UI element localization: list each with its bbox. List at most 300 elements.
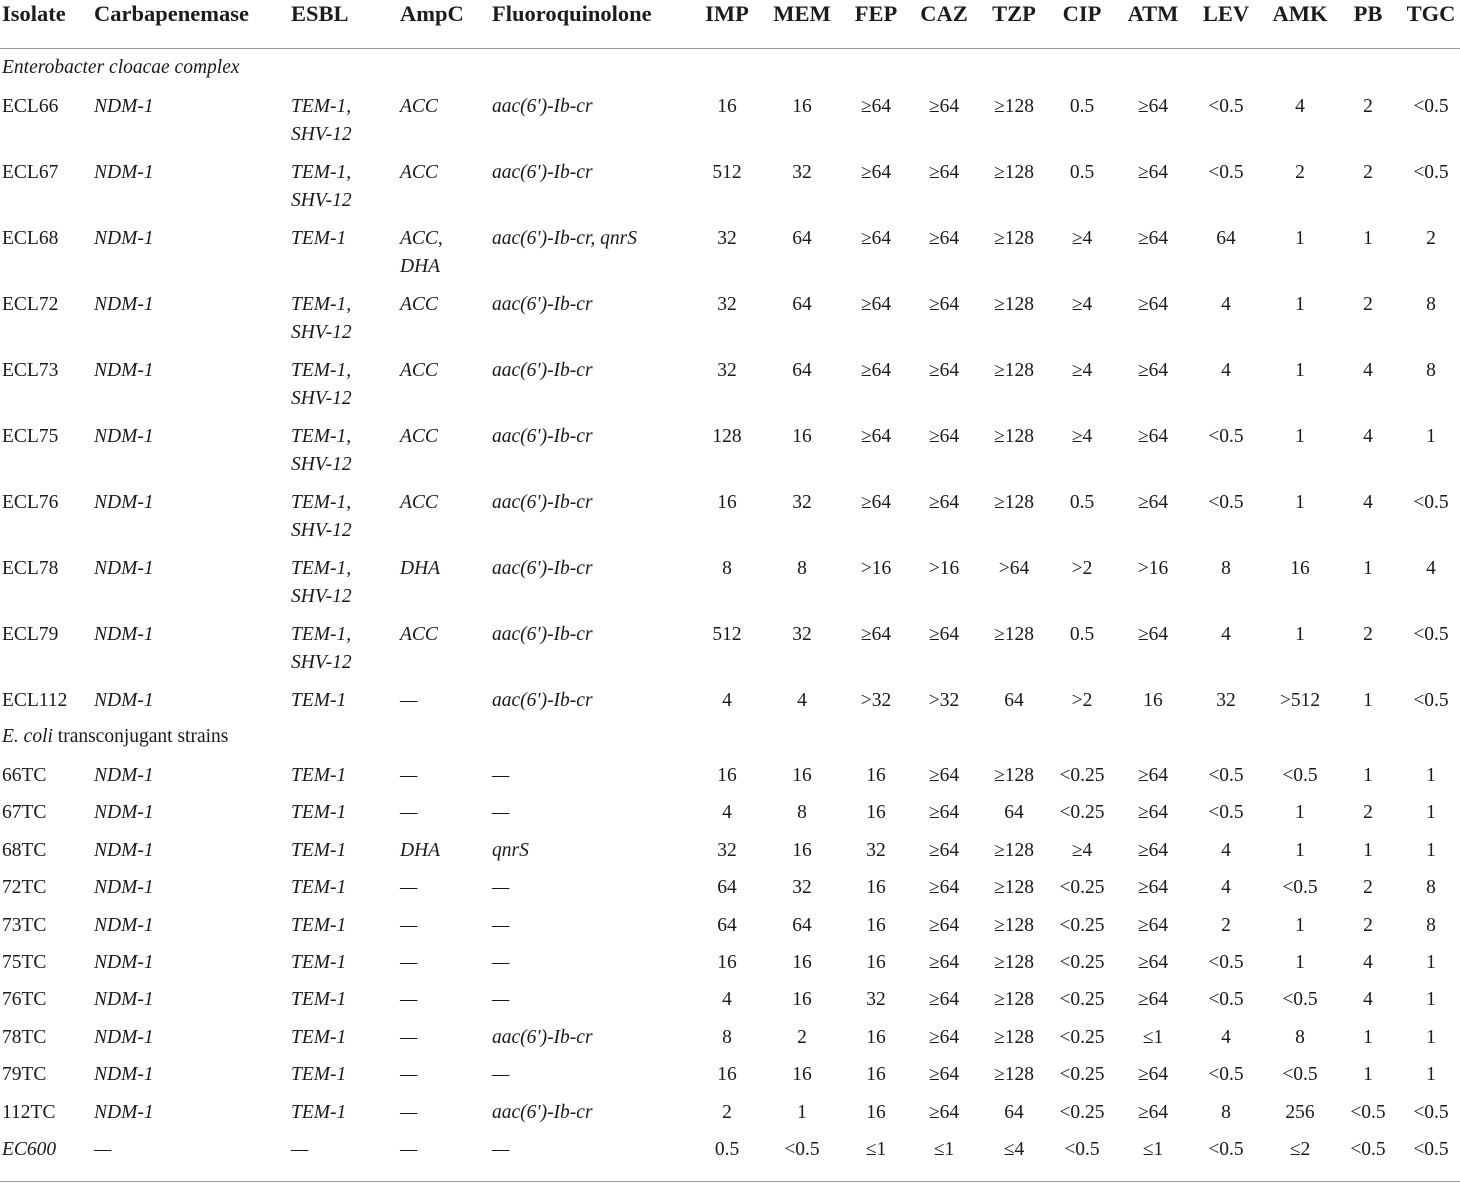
esbl-cell	[291, 687, 346, 715]
mic-cell-fep: ≥64	[860, 624, 892, 645]
ampc-cell	[400, 1136, 417, 1164]
mic-cell-pb: 1	[1363, 765, 1373, 786]
mic-cell-amk: 8	[1295, 1026, 1305, 1048]
mic-cell-fep: 16	[866, 951, 886, 973]
mic-cell-tgc: 2	[1426, 228, 1436, 249]
mic-cell-imp: 32	[717, 294, 737, 315]
section-label-italic: E. coli	[2, 726, 53, 747]
fluoroquinolone-cell: aac(6')-Ib-cr	[492, 162, 593, 183]
table-row	[0, 979, 1460, 1016]
mic-cell-caz: ≥64	[928, 228, 960, 249]
mic-cell-atm: ≤1	[1142, 1138, 1164, 1160]
fluoroquinolone-cell: aac(6')-Ib-cr, qnrS	[492, 228, 637, 249]
carbapenemase-cell: NDM-1	[94, 802, 154, 824]
mic-cell-tzp: ≥128	[994, 294, 1034, 315]
mic-cell-tgc: 1	[1426, 951, 1436, 973]
esbl-line: SHV-12	[291, 454, 352, 475]
mic-cell-imp: 512	[712, 162, 742, 183]
esbl-line: TEM-1	[291, 802, 347, 824]
mic-cell-lev: 2	[1221, 914, 1231, 936]
esbl-cell	[291, 762, 346, 790]
mic-cell-caz: ≤1	[933, 1138, 955, 1160]
mic-cell-tzp: ≥128	[994, 765, 1034, 786]
column-header-isolate: Isolate	[2, 1, 66, 26]
carbapenemase-cell: NDM-1	[94, 360, 154, 381]
mic-cell-caz: >32	[928, 690, 960, 711]
carbapenemase-cell: NDM-1	[94, 558, 154, 579]
mic-cell-atm: ≥64	[1137, 1101, 1169, 1123]
mic-cell-mem: 64	[792, 294, 812, 315]
mic-cell-tzp: ≥128	[994, 426, 1034, 447]
mic-cell-imp: 0.5	[714, 1138, 740, 1160]
section-label-italic: Enterobacter cloacae complex	[2, 57, 240, 78]
mic-cell-cip: 0.5	[1069, 624, 1095, 645]
mic-cell-atm: ≥64	[1137, 360, 1169, 381]
fluoroquinolone-cell: —	[492, 1138, 510, 1160]
mic-cell-imp: 16	[717, 1064, 737, 1086]
mic-cell-cip: <0.25	[1059, 1026, 1105, 1048]
mic-cell-mem: 32	[792, 162, 812, 183]
fluoroquinolone-cell: aac(6')-Ib-cr	[492, 558, 593, 579]
mic-cell-lev: 8	[1221, 1101, 1231, 1123]
column-header-fep: FEP	[854, 1, 898, 26]
mic-cell-tzp: 64	[1004, 1101, 1024, 1123]
ampc-line: —	[400, 877, 418, 899]
esbl-cell	[291, 986, 346, 1014]
fluoroquinolone-cell: aac(6')-Ib-cr	[492, 624, 593, 645]
mic-cell-lev: <0.5	[1208, 426, 1244, 447]
column-header-tzp: TZP	[992, 1, 1036, 26]
mic-cell-fep: 16	[866, 877, 886, 899]
mic-cell-mem: 32	[792, 492, 812, 513]
table-row	[0, 614, 1460, 680]
mic-cell-mem: 4	[797, 690, 807, 711]
mic-cell-pb: 1	[1363, 1064, 1373, 1086]
mic-cell-atm: ≥64	[1137, 96, 1169, 117]
ampc-line: ACC,	[400, 228, 443, 249]
isolate-cell: ECL73	[2, 360, 59, 381]
mic-cell-mem: 32	[792, 624, 812, 645]
carbapenemase-cell: NDM-1	[94, 96, 154, 117]
carbapenemase-cell: NDM-1	[94, 228, 154, 249]
mic-cell-amk: <0.5	[1282, 765, 1318, 786]
section-label	[2, 56, 240, 80]
ampc-line: ACC	[400, 294, 438, 315]
column-header-lev: LEV	[1202, 1, 1250, 26]
esbl-line: TEM-1	[291, 914, 347, 936]
section-row	[0, 718, 1460, 755]
mic-cell-imp: 4	[722, 989, 732, 1011]
ampc-line: —	[400, 989, 418, 1011]
table-row	[0, 1129, 1460, 1166]
fluoroquinolone-cell: qnrS	[492, 839, 529, 861]
mic-cell-tzp: ≥128	[994, 989, 1034, 1011]
mic-cell-amk: >512	[1279, 690, 1321, 711]
mic-cell-amk: 1	[1295, 839, 1305, 861]
mic-cell-lev: 8	[1221, 558, 1231, 579]
mic-cell-atm: 16	[1143, 690, 1163, 711]
mic-cell-amk: 1	[1295, 624, 1305, 645]
esbl-line: TEM-1	[291, 1026, 347, 1048]
esbl-cell	[291, 1061, 346, 1089]
mic-cell-amk: <0.5	[1282, 1064, 1318, 1086]
mic-cell-pb: <0.5	[1350, 1101, 1386, 1123]
mic-cell-caz: ≥64	[928, 360, 960, 381]
fluoroquinolone-cell: aac(6')-Ib-cr	[492, 426, 593, 447]
mic-cell-lev: <0.5	[1208, 1064, 1244, 1086]
esbl-line: TEM-1	[291, 877, 347, 899]
mic-cell-cip: <0.25	[1059, 802, 1105, 824]
esbl-line: TEM-1	[291, 765, 347, 786]
mic-cell-cip: <0.25	[1059, 1101, 1105, 1123]
esbl-cell	[291, 159, 352, 215]
mic-cell-amk: 256	[1285, 1101, 1315, 1123]
mic-cell-amk: 1	[1295, 951, 1305, 973]
mic-cell-atm: ≥64	[1137, 228, 1169, 249]
mic-cell-caz: >16	[928, 558, 960, 579]
ampc-cell	[400, 912, 417, 940]
ampc-cell	[400, 1099, 417, 1127]
ampc-line: —	[400, 1064, 418, 1086]
mic-cell-tgc: 1	[1426, 1064, 1436, 1086]
mic-cell-tzp: 64	[1004, 802, 1024, 824]
mic-cell-cip: <0.25	[1059, 914, 1105, 936]
mic-cell-pb: 4	[1363, 360, 1373, 381]
mic-cell-imp: 32	[717, 839, 737, 861]
mic-cell-atm: ≤1	[1142, 1026, 1164, 1048]
mic-cell-imp: 64	[717, 877, 737, 899]
table-row	[0, 218, 1460, 284]
table-row	[0, 152, 1460, 218]
mic-cell-tgc: 1	[1426, 765, 1436, 786]
esbl-line: TEM-1	[291, 1101, 347, 1123]
isolate-cell: ECL67	[2, 162, 59, 183]
carbapenemase-cell: NDM-1	[94, 690, 154, 711]
mic-cell-caz: ≥64	[928, 802, 960, 824]
isolate-cell: ECL112	[2, 690, 68, 711]
table-row	[0, 284, 1460, 350]
mic-cell-cip: <0.5	[1064, 1138, 1100, 1160]
esbl-line: TEM-1,	[291, 426, 352, 447]
mic-cell-amk: <0.5	[1282, 877, 1318, 899]
ampc-line: ACC	[400, 162, 438, 183]
mic-cell-tgc: <0.5	[1413, 492, 1449, 513]
mic-cell-cip: ≥4	[1071, 839, 1093, 861]
mic-cell-tgc: <0.5	[1413, 690, 1449, 711]
carbapenemase-cell: NDM-1	[94, 294, 154, 315]
mic-cell-cip: ≥4	[1071, 360, 1093, 381]
table-row	[0, 86, 1460, 152]
mic-cell-amk: 1	[1295, 914, 1305, 936]
mic-cell-pb: 2	[1363, 96, 1373, 117]
mic-cell-tzp: ≥128	[994, 1026, 1034, 1048]
esbl-cell	[291, 799, 346, 827]
esbl-line: SHV-12	[291, 520, 352, 541]
table-row	[0, 755, 1460, 792]
mic-cell-cip: ≥4	[1071, 228, 1093, 249]
esbl-cell	[291, 949, 346, 977]
ampc-cell	[400, 986, 417, 1014]
mic-cell-cip: 0.5	[1069, 492, 1095, 513]
mic-cell-pb: 4	[1363, 951, 1373, 973]
mic-cell-imp: 512	[712, 624, 742, 645]
mic-cell-imp: 4	[722, 690, 732, 711]
section-label-text: transconjugant strains	[52, 726, 229, 747]
mic-cell-caz: ≥64	[928, 914, 960, 936]
table-row	[0, 905, 1460, 942]
mic-cell-imp: 64	[717, 914, 737, 936]
mic-cell-cip: 0.5	[1069, 96, 1095, 117]
carbapenemase-cell: NDM-1	[94, 624, 154, 645]
ampc-line: —	[400, 1101, 418, 1123]
isolate-cell: ECL76	[2, 492, 59, 513]
isolate-cell: 73TC	[2, 914, 47, 936]
isolate-cell: EC600	[2, 1138, 57, 1160]
table-row	[0, 867, 1460, 904]
mic-cell-amk: 1	[1295, 426, 1305, 447]
mic-cell-amk: 1	[1295, 228, 1305, 249]
esbl-cell	[291, 621, 352, 677]
mic-cell-pb: <0.5	[1350, 1138, 1386, 1160]
mic-cell-mem: 32	[792, 877, 812, 899]
mic-cell-cip: <0.25	[1059, 765, 1105, 786]
mic-cell-lev: 4	[1221, 294, 1231, 315]
mic-cell-atm: ≥64	[1137, 765, 1169, 786]
esbl-cell	[291, 93, 352, 149]
ampc-line: DHA	[400, 256, 441, 277]
ampc-cell	[400, 489, 438, 517]
carbapenemase-cell: NDM-1	[94, 914, 154, 936]
mic-cell-tzp: ≥128	[994, 951, 1034, 973]
esbl-cell	[291, 1024, 346, 1052]
mic-cell-tgc: <0.5	[1413, 96, 1449, 117]
ampc-cell	[400, 1024, 417, 1052]
mic-cell-mem: 64	[792, 228, 812, 249]
mic-cell-atm: ≥64	[1137, 492, 1169, 513]
isolate-cell: ECL68	[2, 228, 59, 249]
column-header-pb: PB	[1353, 1, 1383, 26]
mic-cell-lev: <0.5	[1208, 765, 1244, 786]
isolate-cell: ECL78	[2, 558, 59, 579]
mic-cell-tgc: <0.5	[1413, 162, 1449, 183]
mic-cell-atm: ≥64	[1137, 802, 1169, 824]
mic-cell-tgc: 1	[1426, 839, 1436, 861]
esbl-line: TEM-1	[291, 951, 347, 973]
mic-cell-fep: ≥64	[860, 360, 892, 381]
mic-cell-cip: >2	[1071, 690, 1093, 711]
mic-cell-lev: 4	[1221, 624, 1231, 645]
isolate-cell: 68TC	[2, 839, 47, 861]
carbapenemase-cell: NDM-1	[94, 162, 154, 183]
mic-cell-caz: ≥64	[928, 624, 960, 645]
esbl-line: TEM-1,	[291, 96, 352, 117]
carbapenemase-cell: NDM-1	[94, 765, 154, 786]
esbl-cell	[291, 1099, 346, 1127]
column-header-esbl: ESBL	[291, 1, 349, 26]
mic-cell-imp: 16	[717, 96, 737, 117]
ampc-cell	[400, 762, 417, 790]
mic-cell-imp: 2	[722, 1101, 732, 1123]
esbl-cell	[291, 912, 346, 940]
ampc-line: —	[400, 802, 418, 824]
ampc-cell	[400, 291, 438, 319]
ampc-line: ACC	[400, 96, 438, 117]
ampc-line: ACC	[400, 426, 438, 447]
esbl-line: SHV-12	[291, 652, 352, 673]
mic-cell-pb: 1	[1363, 558, 1373, 579]
carbapenemase-cell: NDM-1	[94, 1026, 154, 1048]
mic-cell-tzp: ≥128	[994, 624, 1034, 645]
mic-cell-cip: <0.25	[1059, 1064, 1105, 1086]
mic-cell-imp: 128	[712, 426, 742, 447]
table-row	[0, 942, 1460, 979]
ampc-line: —	[400, 690, 418, 711]
column-header-cip: CIP	[1062, 1, 1102, 26]
mic-cell-mem: 16	[792, 765, 812, 786]
table-row	[0, 680, 1460, 718]
carbapenemase-cell: NDM-1	[94, 1101, 154, 1123]
mic-cell-tzp: ≥128	[994, 228, 1034, 249]
esbl-cell	[291, 837, 346, 865]
mic-cell-tzp: ≥128	[994, 877, 1034, 899]
mic-cell-fep: 16	[866, 1026, 886, 1048]
mic-cell-amk: 1	[1295, 802, 1305, 824]
fluoroquinolone-cell: aac(6')-Ib-cr	[492, 1101, 593, 1123]
fluoroquinolone-cell: aac(6')-Ib-cr	[492, 294, 593, 315]
mic-cell-atm: ≥64	[1137, 839, 1169, 861]
mic-cell-fep: 16	[866, 802, 886, 824]
mic-cell-caz: ≥64	[928, 162, 960, 183]
esbl-line: SHV-12	[291, 586, 352, 607]
fluoroquinolone-cell: —	[492, 914, 510, 936]
mic-cell-fep: 16	[866, 765, 886, 786]
esbl-cell	[291, 874, 346, 902]
table-header	[0, 0, 1460, 49]
mic-cell-imp: 16	[717, 492, 737, 513]
mic-cell-fep: 16	[866, 914, 886, 936]
mic-cell-cip: ≥4	[1071, 426, 1093, 447]
mic-cell-mem: 16	[792, 96, 812, 117]
mic-cell-fep: ≥64	[860, 228, 892, 249]
carbapenemase-cell: NDM-1	[94, 839, 154, 861]
mic-cell-imp: 8	[722, 558, 732, 579]
table-row	[0, 830, 1460, 867]
ampc-line: —	[400, 1026, 418, 1048]
esbl-line: TEM-1	[291, 690, 347, 711]
section-label	[2, 725, 228, 749]
mic-cell-pb: 2	[1363, 162, 1373, 183]
esbl-line: SHV-12	[291, 322, 352, 343]
mic-cell-imp: 32	[717, 360, 737, 381]
mic-cell-fep: 16	[866, 1064, 886, 1086]
ampc-cell	[400, 621, 438, 649]
ampc-cell	[400, 225, 443, 281]
ampc-line: —	[400, 1138, 418, 1160]
esbl-line: —	[291, 1138, 309, 1160]
ampc-cell	[400, 423, 438, 451]
mic-cell-cip: ≥4	[1071, 294, 1093, 315]
mic-cell-cip: <0.25	[1059, 951, 1105, 973]
mic-cell-pb: 2	[1363, 802, 1373, 824]
mic-cell-mem: 16	[792, 989, 812, 1011]
mic-cell-caz: ≥64	[928, 839, 960, 861]
carbapenemase-cell: —	[94, 1138, 112, 1160]
table-row	[0, 482, 1460, 548]
mic-cell-tzp: ≥128	[994, 839, 1034, 861]
mic-cell-atm: ≥64	[1137, 162, 1169, 183]
mic-cell-amk: 2	[1295, 162, 1305, 183]
mic-cell-caz: ≥64	[928, 877, 960, 899]
ampc-cell	[400, 159, 438, 187]
mic-cell-tgc: 1	[1426, 1026, 1436, 1048]
esbl-line: TEM-1,	[291, 624, 352, 645]
mic-cell-pb: 2	[1363, 877, 1373, 899]
esbl-line: TEM-1	[291, 989, 347, 1011]
esbl-line: TEM-1,	[291, 558, 352, 579]
mic-cell-imp: 32	[717, 228, 737, 249]
mic-cell-tgc: <0.5	[1413, 1138, 1449, 1160]
ampc-cell	[400, 687, 417, 715]
mic-cell-caz: ≥64	[928, 1064, 960, 1086]
mic-cell-pb: 2	[1363, 294, 1373, 315]
mic-cell-pb: 1	[1363, 690, 1373, 711]
mic-cell-tzp: >64	[998, 558, 1030, 579]
esbl-line: TEM-1,	[291, 162, 352, 183]
column-header-carbapenemase: Carbapenemase	[94, 1, 249, 26]
mic-cell-mem: 16	[792, 951, 812, 973]
column-header-atm: ATM	[1127, 1, 1179, 26]
esbl-line: SHV-12	[291, 190, 352, 211]
esbl-line: TEM-1	[291, 1064, 347, 1086]
mic-cell-amk: <0.5	[1282, 989, 1318, 1011]
carbapenemase-cell: NDM-1	[94, 989, 154, 1011]
esbl-cell	[291, 225, 346, 253]
mic-cell-tgc: 8	[1426, 294, 1436, 315]
mic-cell-tgc: <0.5	[1413, 1101, 1449, 1123]
esbl-cell	[291, 423, 352, 479]
esbl-cell	[291, 555, 352, 611]
isolate-cell: 67TC	[2, 802, 47, 824]
mic-cell-mem: 8	[797, 558, 807, 579]
mic-cell-lev: <0.5	[1208, 989, 1244, 1011]
mic-cell-cip: <0.25	[1059, 989, 1105, 1011]
fluoroquinolone-cell: —	[492, 1064, 510, 1086]
mic-cell-amk: 1	[1295, 492, 1305, 513]
mic-cell-fep: 16	[866, 1101, 886, 1123]
fluoroquinolone-cell: aac(6')-Ib-cr	[492, 492, 593, 513]
isolate-cell: 79TC	[2, 1064, 47, 1086]
column-header-ampc: AmpC	[400, 1, 464, 26]
mic-cell-lev: 4	[1221, 1026, 1231, 1048]
mic-cell-atm: ≥64	[1137, 294, 1169, 315]
mic-cell-pb: 1	[1363, 839, 1373, 861]
ampc-cell	[400, 1061, 417, 1089]
mic-cell-atm: ≥64	[1137, 624, 1169, 645]
mic-cell-fep: ≥64	[860, 96, 892, 117]
mic-cell-mem: 64	[792, 360, 812, 381]
mic-cell-lev: 32	[1216, 690, 1236, 711]
mic-cell-imp: 4	[722, 802, 732, 824]
esbl-line: TEM-1	[291, 839, 347, 861]
mic-cell-tgc: 8	[1426, 914, 1436, 936]
mic-cell-tgc: 8	[1426, 877, 1436, 899]
fluoroquinolone-cell: aac(6')-Ib-cr	[492, 96, 593, 117]
ampc-cell	[400, 949, 417, 977]
column-header-fluoroquinolone: Fluoroquinolone	[492, 1, 652, 26]
mic-cell-mem: 64	[792, 914, 812, 936]
mic-cell-amk: 16	[1290, 558, 1310, 579]
column-header-tgc: TGC	[1406, 1, 1456, 26]
